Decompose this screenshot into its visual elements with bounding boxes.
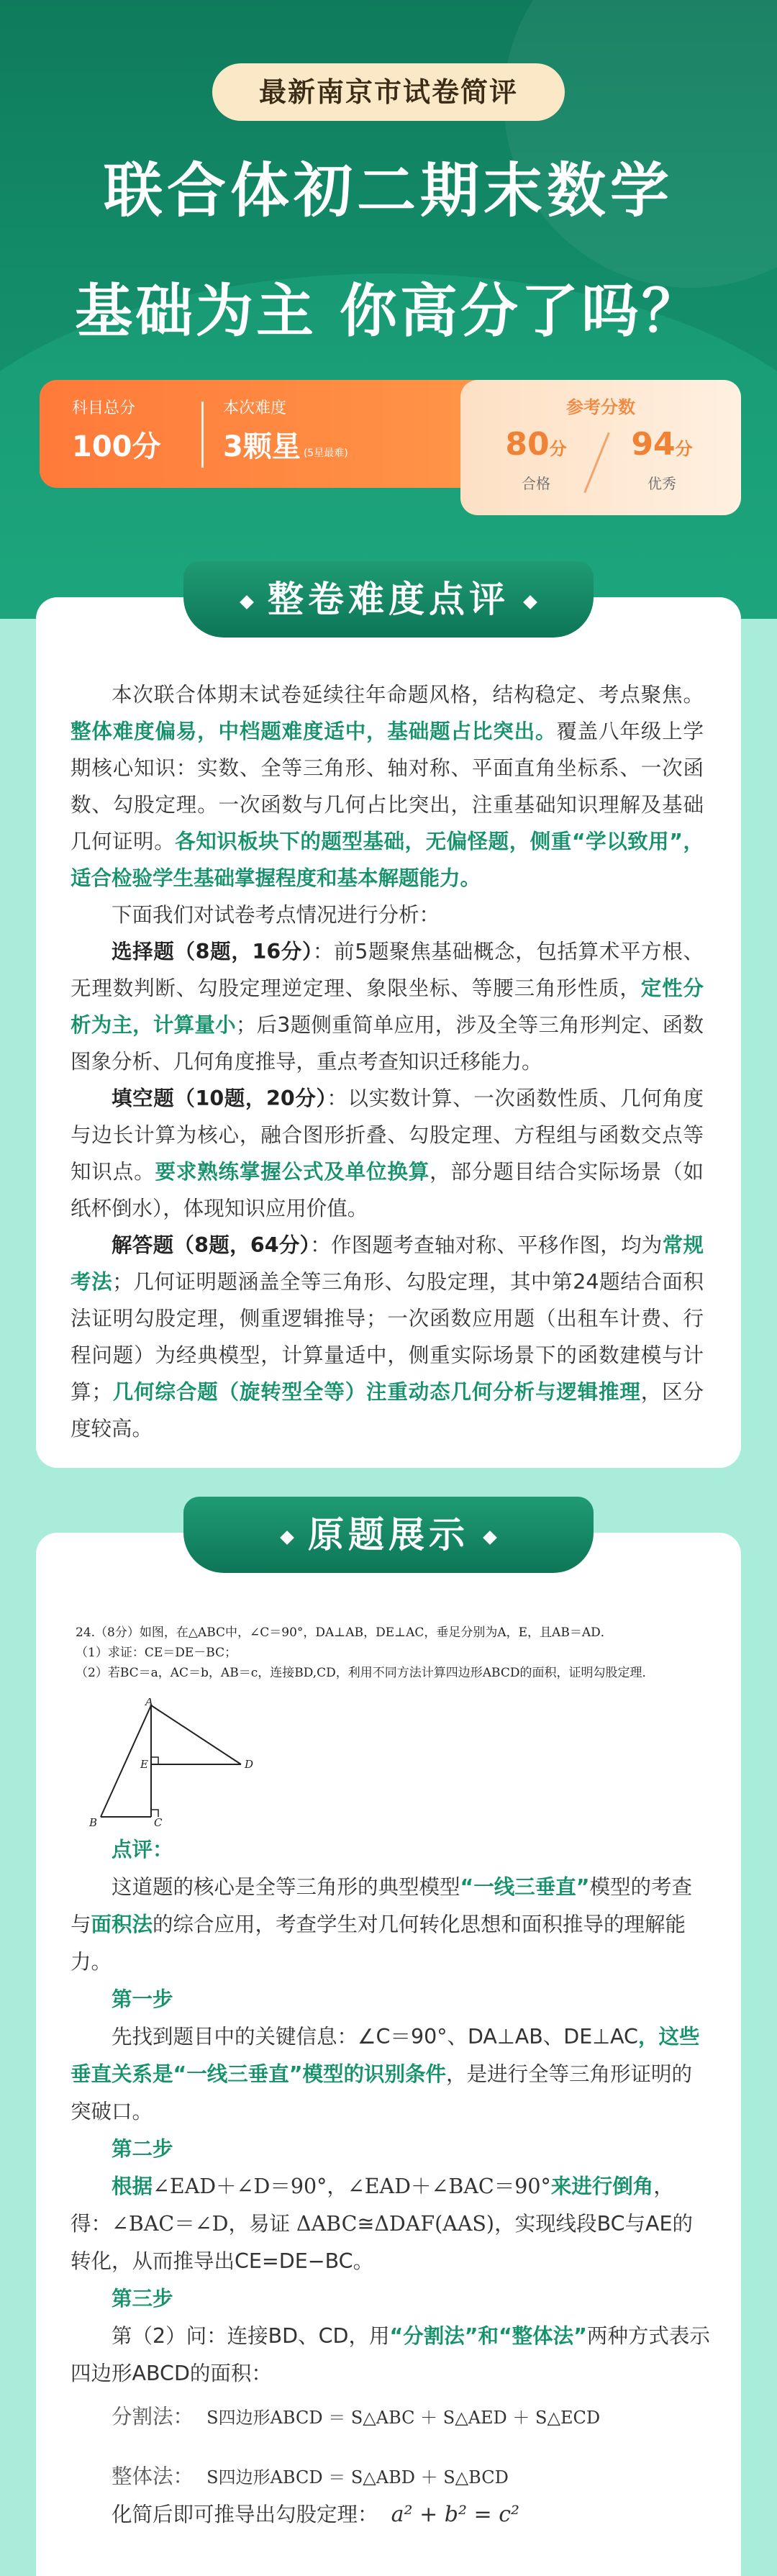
label-b: B (89, 1816, 98, 1828)
whole-method: 整体法： S四边形ABCD ＝ S△ABD ＋ S△BCD (112, 2464, 509, 2488)
excellent-label: 优秀 (648, 475, 676, 492)
stat-divider (201, 402, 204, 468)
total-score-value: 100分 (72, 430, 161, 463)
difficulty (223, 396, 348, 465)
excellent-score: 94 (631, 426, 676, 463)
geometry-figure (79, 1698, 266, 1828)
paragraph-fill: 填空题（10题，20分）：以实数计算、一次函数性质、几何角度与边长计算为核心，融合图形折叠、勾股定理、方程组与函数交点等知识点。要求熟练掌握公式及单位换算，部分题目结合实际场景（如纸杯倒水），体现知识应用价值。 (71, 1087, 704, 1220)
step3-text: 第（2）问：连接BD、CD，用“分割法”和“整体法”两种方式表示四边形ABCD的面积： (71, 2324, 710, 2385)
step1-heading: 第一步 (112, 1987, 173, 2011)
label-e: E (140, 1758, 148, 1771)
final-conclusion: 化简后即可推导出勾股定理： a² + b² = c² (112, 2502, 520, 2527)
step3-heading: 第三步 (112, 2287, 173, 2310)
label-d: D (245, 1758, 254, 1771)
diamond-icon (240, 595, 254, 609)
reference-scores (460, 380, 741, 515)
paragraph-choice: 选择题（8题，16分）：前5题聚焦基础概念，包括算术平方根、无理数判断、勾股定理逆定理、象限坐标、等腰三角形性质，定性分析为主，计算量小；后3题侧重简单应用，涉及全等三角形判定、函数图象分析、几何角度推导，重点考查知识迁移能力。 (71, 940, 704, 1074)
diamond-icon (280, 1530, 294, 1545)
section-title-original-question: 原题展示 (183, 1497, 594, 1573)
right-angle-e (151, 1757, 158, 1764)
difficulty-review-card (36, 597, 741, 1468)
exam-stats (40, 380, 507, 488)
difficulty-label: 本次难度 (223, 399, 287, 417)
pass-label: 合格 (522, 475, 550, 492)
step2-text: 根据∠EAD＋∠D＝90°，∠EAD＋∠BAC＝90°来进行倒角，得：∠BAC＝∠D，易证 ΔABC≅ΔDAF(AAS)，实现线段BC与AE的转化，从而推导出CE=DE−BC。 (71, 2174, 694, 2273)
label-c: C (154, 1816, 163, 1828)
review-text (71, 676, 704, 1447)
difficulty-note: (5星最难) (303, 448, 348, 459)
hero-banner (0, 0, 777, 619)
subheadline: 基础为主 你高分了吗？ (75, 278, 702, 345)
split-method: 分割法： S四边形ABCD ＝ S△ABC ＋ S△AED ＋ S△ECD (112, 2405, 601, 2428)
diamond-icon (523, 595, 537, 609)
total-score-label: 科目总分 (72, 399, 136, 417)
reference-scores-title: 参考分数 (566, 397, 635, 417)
paragraph-overview: 本次联合体期末试卷延续往年命题风格，结构稳定、考点聚焦。整体难度偏易，中档题难度适中，基础题占比突出。覆盖八年级上学期核心知识：实数、全等三角形、轴对称、平面直角坐标系、一次函数、勾股定理。一次函数与几何占比突出，注重基础知识理解及基础几何证明。各知识板块下的题型基础，无偏怪题，侧重“学以致用”，适合检验学生基础掌握程度和基本解题能力。 (71, 683, 704, 890)
headline: 联合体初二期末数学 (103, 157, 673, 225)
step2-heading: 第二步 (112, 2137, 173, 2161)
segment-ad (151, 1705, 241, 1764)
paragraph-answer: 解答题（8题，64分）：作图题考查轴对称、平移作图，均为常规考法；几何证明题涵盖全等三角形、勾股定理，其中第24题结合面积法证明勾股定理，侧重逻辑推导；一次函数应用题（出租车计费、行程问题）为经典模型，计算量适中，侧重实际场景下的函数建模与计算；几何综合题（旋转型全等）注重动态几何分析与逻辑推理，区分度较高。 (71, 1233, 704, 1441)
comment-heading: 点评： (112, 1838, 173, 1861)
source-tag: 最新南京市试卷简评 (212, 63, 565, 121)
paragraph-intro: 下面我们对试卷考点情况进行分析： (112, 903, 440, 927)
step1-text: 先找到题目中的关键信息：∠C＝90°、DA⊥AB、DE⊥AC，这些垂直关系是“一线三垂直”模型的识别条件，是进行全等三角形证明的突破口。 (71, 2025, 700, 2123)
total-score (72, 396, 161, 465)
pass-score-unit: 分 (549, 439, 567, 459)
score-separator (583, 432, 609, 494)
label-a: A (145, 1698, 153, 1708)
pass-score: 80 (505, 426, 550, 463)
comment-text: 这道题的核心是全等三角形的典型模型“一线三垂直”模型的考查与面积法的综合应用，考查学生对几何转化思想和面积推导的理解能力。 (71, 1875, 692, 1974)
excellent-score-unit: 分 (675, 439, 693, 459)
original-question-card (36, 1533, 741, 2576)
question-text: 24.（8分）如图，在△ABC中，∠C＝90°，DA⊥AB，DE⊥AC，垂足分别为A，E，且AB＝AD． （1）求证：CE＝DE－BC； （2）若BC＝a，AC＝b，AB＝c，连接BD,CD，利用不同方法计算四边形ABCD的面积，证明勾股定理． (76, 1625, 655, 1680)
section-title-difficulty: 整卷难度点评 (183, 561, 594, 638)
diamond-icon (483, 1530, 497, 1545)
difficulty-value: 3颗星 (223, 430, 301, 463)
comment-block (71, 1831, 711, 2534)
